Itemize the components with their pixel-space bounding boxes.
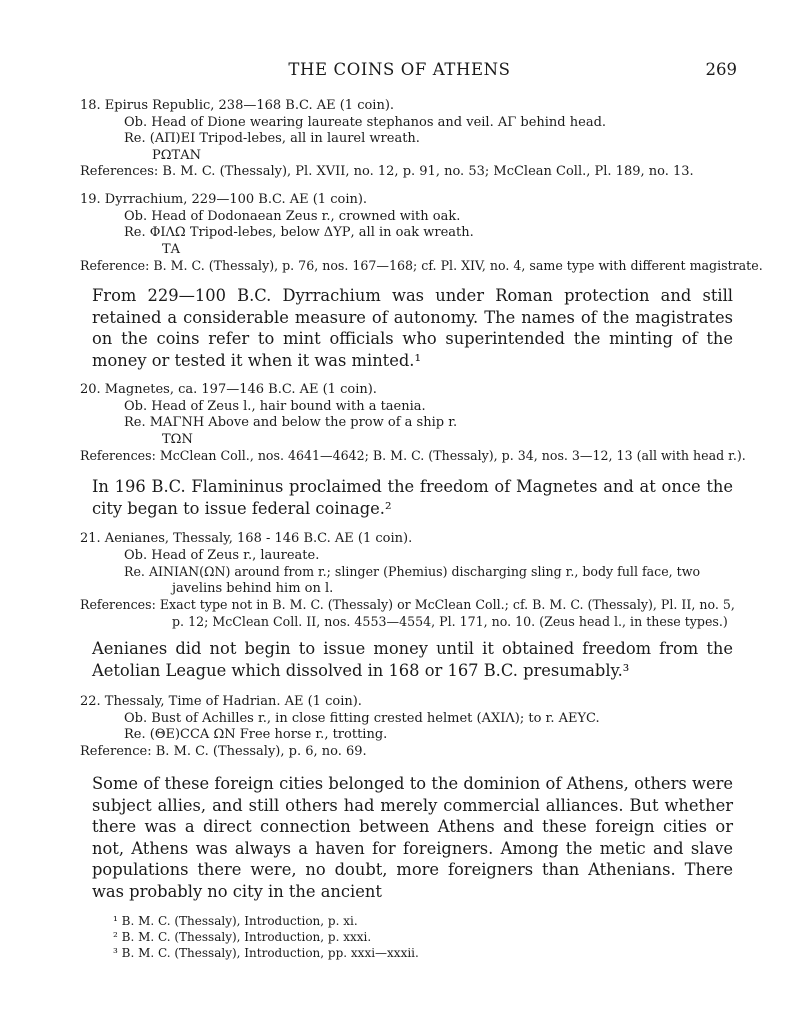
entry-references: References: McClean Coll., nos. 4641—4642; B. M. C. (Thessaly), p. 34, nos. 3—12, 13 (all with head r.). bbox=[80, 448, 746, 464]
catalog-entry-19 bbox=[80, 192, 763, 275]
footnote-3: ³ B. M. C. (Thessaly), Introduction, pp. xxxi—xxxii. bbox=[113, 946, 419, 960]
paragraph-text: In 196 B.C. Flamininus proclaimed the freedom of Magnetes and at once the city began to issue federal coinage.² bbox=[92, 477, 733, 518]
entry-obverse: Ob. Head of Dodonaean Zeus r., crowned with oak. bbox=[124, 208, 461, 224]
entry-reverse-cont: ΤΑ bbox=[162, 241, 181, 257]
entry-obverse: Ob. Head of Dione wearing laureate stephanos and veil. ΑΓ behind head. bbox=[124, 114, 607, 130]
catalog-entry-22 bbox=[80, 694, 740, 760]
entry-obverse: Ob. Bust of Achilles r., in close fitting crested helmet (ΑΧΙΛ); to r. ΑΕΥC. bbox=[124, 710, 600, 726]
entry-heading: 18. Epirus Republic, 238—168 B.C. AE (1 coin). bbox=[80, 98, 395, 113]
entry-reverse: Re. ΜΑΓΝΗ Above and below the prow of a ship r. bbox=[124, 415, 458, 431]
paragraph-2 bbox=[92, 476, 733, 519]
catalog-entry-18 bbox=[80, 98, 740, 181]
catalog-entry-20 bbox=[80, 382, 746, 465]
entry-references: Reference: B. M. C. (Thessaly), p. 6, no. 69. bbox=[80, 743, 367, 759]
paragraph-text: From 229—100 B.C. Dyrrachium was under Roman protection and still retained a considerable measure of autonomy. The names of the magistrates on the coins refer to mint officials who superintended the minting of the money or tested it when it was minted.¹ bbox=[92, 286, 733, 370]
entry-obverse: Ob. Head of Zeus r., laureate. bbox=[124, 547, 320, 563]
entry-reverse-cont: ΡΩΤΑΝ bbox=[152, 147, 201, 163]
paragraph-text: Aenianes did not begin to issue money until it obtained freedom from the Aetolian League which dissolved in 168 or 167 B.C. presumably.³ bbox=[92, 639, 733, 680]
paragraph-1 bbox=[92, 285, 733, 371]
entry-heading: 19. Dyrrachium, 229—100 B.C. AE (1 coin). bbox=[80, 192, 368, 207]
footnote-1: ¹ B. M. C. (Thessaly), Introduction, p. xi. bbox=[113, 914, 358, 928]
entry-reverse-cont: ΤΩΝ bbox=[162, 431, 193, 447]
entry-reverse: Re. (ΘΕ)CCΑ ΩΝ Free horse r., trotting. bbox=[124, 727, 388, 743]
paragraph-3 bbox=[92, 638, 733, 681]
page-number: 269 bbox=[705, 60, 737, 79]
entry-reverse-cont: javelins behind him on l. bbox=[172, 580, 334, 596]
entry-references-cont: p. 12; McClean Coll. II, nos. 4553—4554, Pl. 171, no. 10. (Zeus head l., in these types.) bbox=[172, 613, 728, 629]
running-header: THE COINS OF ATHENS bbox=[288, 60, 511, 79]
entry-heading: 22. Thessaly, Time of Hadrian. AE (1 coin). bbox=[80, 694, 362, 709]
footnote-2: ² B. M. C. (Thessaly), Introduction, p. xxxi. bbox=[113, 930, 372, 944]
footnotes bbox=[113, 913, 419, 961]
entry-references: References: Exact type not in B. M. C. (Thessaly) or McClean Coll.; cf. B. M. C. (Thessaly), Pl. II, no. 5, bbox=[80, 597, 735, 613]
entry-heading: 21. Aenianes, Thessaly, 168 - 146 B.C. AE (1 coin). bbox=[80, 531, 413, 546]
entry-references: Reference: B. M. C. (Thessaly), p. 76, nos. 167—168; cf. Pl. XIV, no. 4, same type with different magistrate. bbox=[80, 258, 763, 274]
entry-heading: 20. Magnetes, ca. 197—146 B.C. AE (1 coin). bbox=[80, 382, 377, 397]
entry-obverse: Ob. Head of Zeus l., hair bound with a taenia. bbox=[124, 398, 426, 414]
entry-reverse: Re. ΦΙΛΩ Tripod-lebes, below ΔΥΡ, all in oak wreath. bbox=[124, 225, 474, 241]
paragraph-text: Some of these foreign cities belonged to the dominion of Athens, others were subject allies, and still others had merely commercial alliances. But whether there was a direct connection between Athens and these foreign cities or not, Athens was always a haven for foreigners. Among the metic and slave populations there were, no doubt, more foreigners than Athenians. There was probably no city in the ancient bbox=[92, 774, 733, 901]
entry-reverse: Re. (ΑΠ)ΕΙ Tripod-lebes, all in laurel wreath. bbox=[124, 131, 420, 147]
catalog-entry-21 bbox=[80, 531, 740, 631]
entry-reverse: Re. ΑΙΝΙΑΝ(ΩΝ) around from r.; slinger (Phemius) discharging sling r., body full face, two bbox=[124, 564, 701, 580]
entry-references: References: B. M. C. (Thessaly), Pl. XVII, no. 12, p. 91, no. 53; McClean Coll., Pl. 189, no. 13. bbox=[80, 164, 694, 180]
paragraph-4 bbox=[92, 773, 733, 902]
